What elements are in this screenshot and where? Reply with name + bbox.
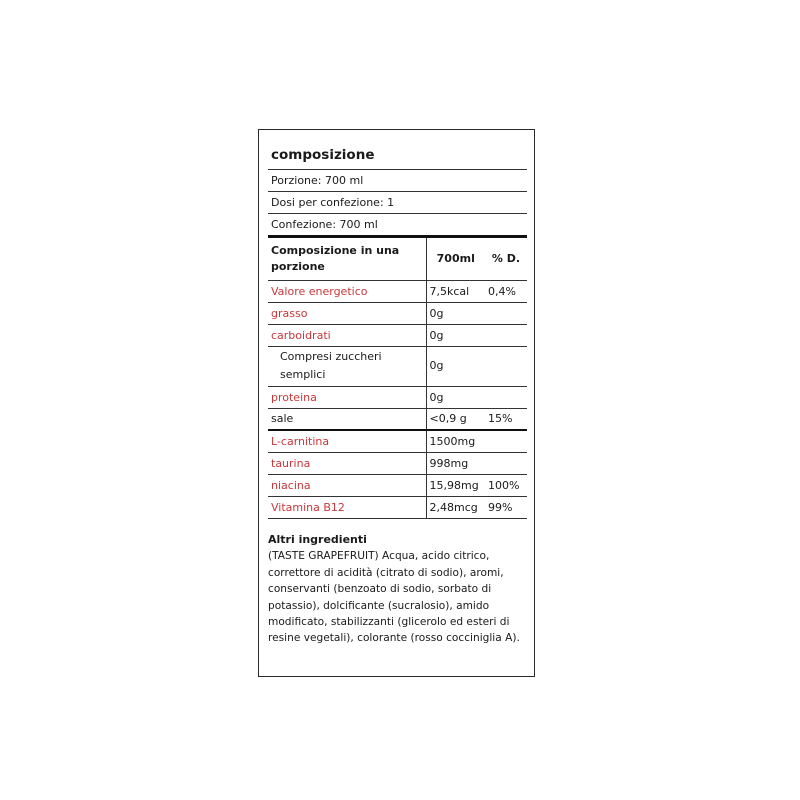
nutrient-amount: 998mg (426, 452, 485, 474)
ingredients-section (268, 532, 530, 647)
label-title: composizione (268, 130, 527, 170)
nutrient-name: sale (268, 408, 426, 430)
nutrient-dv: 100% (485, 474, 527, 496)
nutrient-amount: <0,9 g (426, 408, 485, 430)
nutrient-dv (485, 386, 527, 408)
nutrient-name: proteina (268, 386, 426, 408)
nutrient-name: Compresi zuccheri semplici (268, 346, 426, 386)
nutrient-amount: 1500mg (426, 430, 485, 452)
nutrient-amount: 15,98mg (426, 474, 485, 496)
table-row (268, 386, 527, 408)
table-row (268, 324, 527, 346)
nutrient-amount: 0g (426, 386, 485, 408)
nutrient-name: L-carnitina (268, 430, 426, 452)
table-row (268, 496, 527, 518)
nutrient-dv (485, 324, 527, 346)
nutrient-dv: 99% (485, 496, 527, 518)
table-header-row (268, 238, 527, 280)
nutrient-dv (485, 346, 527, 386)
nutrient-dv: 0,4% (485, 280, 527, 302)
table-row (268, 280, 527, 302)
nutrient-name: grasso (268, 302, 426, 324)
table-row (268, 474, 527, 496)
nutrient-amount: 0g (426, 302, 485, 324)
nutrient-name: niacina (268, 474, 426, 496)
table-row (268, 346, 527, 386)
servings-per-pack: Dosi per confezione: 1 (268, 192, 527, 214)
table-row (268, 452, 527, 474)
nutrient-dv: 15% (485, 408, 527, 430)
nutrient-amount: 2,48mcg (426, 496, 485, 518)
nutrient-dv (485, 430, 527, 452)
table-row (268, 302, 527, 324)
serving-size: Porzione: 700 ml (268, 170, 527, 192)
nutrient-amount: 0g (426, 324, 485, 346)
table-row (268, 408, 527, 430)
nutrient-dv (485, 302, 527, 324)
ingredients-title: Altri ingredienti (268, 533, 367, 546)
header-amount: 700ml (426, 238, 485, 280)
table-row (268, 430, 527, 452)
ingredients-text: (TASTE GRAPEFRUIT) Acqua, acido citrico, correttore di acidità (citrato di sodio), aromi, conservanti (benzoato di sodio, sorbato di potassio), dolcificante (sucralosio), amido modificato, stabilizzanti (glicerolo ed esteri di resine vegetali), colorante (rosso cocciniglia A). (268, 550, 520, 645)
pack-size: Confezione: 700 ml (268, 214, 527, 238)
nutrient-name: Vitamina B12 (268, 496, 426, 518)
nutrition-table (268, 238, 527, 519)
nutrient-amount: 0g (426, 346, 485, 386)
nutrition-panel (268, 130, 527, 519)
nutrient-name: carboidrati (268, 324, 426, 346)
header-dv: % D. (485, 238, 527, 280)
nutrient-dv (485, 452, 527, 474)
nutrient-name: taurina (268, 452, 426, 474)
nutrition-label (258, 129, 535, 677)
nutrient-name: Valore energetico (268, 280, 426, 302)
header-nutrient: Composizione in una porzione (268, 238, 426, 280)
nutrient-amount: 7,5kcal (426, 280, 485, 302)
